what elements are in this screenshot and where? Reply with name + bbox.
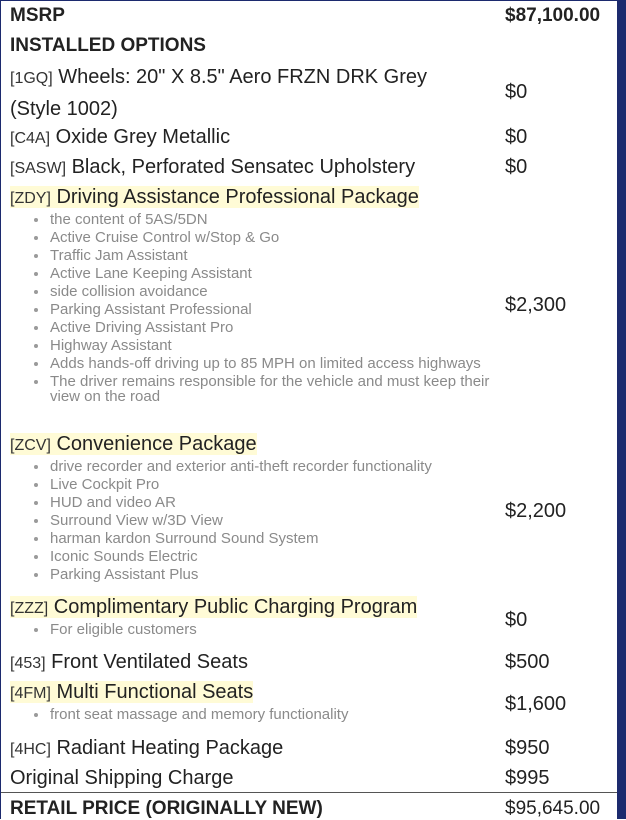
option-highlight — [10, 186, 419, 208]
list-item: harman kardon Surround Sound System — [32, 531, 502, 546]
option-price: $2,200 — [505, 500, 567, 522]
total-divider — [1, 792, 618, 793]
option-name: Black, Perforated Sensatec Upholstery — [71, 156, 416, 178]
option-code: [453] — [10, 655, 46, 672]
option-price: $2,300 — [505, 294, 567, 316]
option-row — [10, 152, 610, 182]
option-code: [4FM] — [10, 685, 51, 702]
option-highlight — [10, 433, 257, 455]
option-code: [ZDY] — [10, 190, 51, 207]
option-label — [10, 122, 230, 154]
option-label — [10, 647, 248, 679]
sticker-side-bar — [617, 0, 626, 819]
list-item: Traffic Jam Assistant — [32, 248, 502, 263]
list-item: Live Cockpit Pro — [32, 477, 502, 492]
option-label — [10, 429, 257, 461]
option-label — [10, 677, 253, 709]
installed-options-heading: INSTALLED OPTIONS — [10, 35, 206, 56]
option-name: Driving Assistance Professional Package — [56, 186, 419, 208]
option-name: Multi Functional Seats — [56, 681, 254, 703]
list-item: Adds hands-off driving up to 85 MPH on limited access highways — [32, 356, 502, 371]
option-price: $950 — [505, 737, 550, 759]
list-item: Surround View w/3D View — [32, 513, 502, 528]
option-code: [ZCV] — [10, 437, 51, 454]
msrp-label: MSRP — [10, 5, 65, 26]
retail-price-row — [10, 798, 610, 820]
package-details-list — [32, 459, 502, 585]
option-name: Oxide Grey Metallic — [55, 126, 231, 148]
option-name: Front Ventilated Seats — [51, 651, 248, 673]
retail-price-label: RETAIL PRICE (ORIGINALLY NEW) — [10, 798, 323, 819]
option-price: $0 — [505, 81, 528, 103]
option-package-row — [10, 677, 610, 733]
retail-price-value: $95,645.00 — [505, 798, 601, 819]
option-highlight — [10, 681, 253, 703]
option-code: [1GQ] — [10, 70, 53, 87]
option-name: Convenience Package — [56, 433, 257, 455]
option-package-row — [10, 182, 610, 427]
option-name-continued: (Style 1002) — [10, 98, 118, 120]
package-details-list — [32, 622, 502, 640]
option-package-row — [10, 592, 610, 647]
option-label — [10, 182, 419, 214]
list-item: For eligible customers — [32, 622, 502, 637]
option-highlight — [10, 596, 417, 618]
option-price: $0 — [505, 609, 528, 631]
option-code: [SASW] — [10, 160, 67, 177]
option-row — [10, 122, 610, 152]
list-item: Active Cruise Control w/Stop & Go — [32, 230, 502, 245]
option-name: Complimentary Public Charging Program — [53, 596, 418, 618]
list-item: side collision avoidance — [32, 284, 502, 299]
option-name: Wheels: 20" X 8.5" Aero FRZN DRK Grey — [58, 66, 428, 88]
option-row — [10, 647, 610, 677]
option-label — [10, 62, 427, 124]
option-label — [10, 733, 283, 765]
list-item: front seat massage and memory functionality — [32, 707, 502, 722]
option-row — [10, 733, 610, 763]
list-item: Parking Assistant Plus — [32, 567, 502, 582]
list-item: drive recorder and exterior anti-theft recorder functionality — [32, 459, 502, 474]
msrp-row — [10, 5, 610, 31]
option-price: $1,600 — [505, 693, 567, 715]
option-price: $0 — [505, 126, 528, 148]
option-row — [10, 62, 610, 122]
list-item: Active Driving Assistant Pro — [32, 320, 502, 335]
package-details-list — [32, 707, 502, 725]
option-code: [4HC] — [10, 741, 51, 758]
option-price: $500 — [505, 651, 550, 673]
package-details-list — [32, 212, 502, 407]
list-item: Highway Assistant — [32, 338, 502, 353]
option-code: [ZZZ] — [10, 600, 49, 617]
list-item: Iconic Sounds Electric — [32, 549, 502, 564]
installed-options-heading-row — [10, 35, 610, 61]
msrp-price: $87,100.00 — [505, 5, 601, 26]
option-price: $0 — [505, 156, 528, 178]
option-label — [10, 152, 415, 184]
option-name: Radiant Heating Package — [56, 737, 284, 759]
list-item: HUD and video AR — [32, 495, 502, 510]
option-label — [10, 592, 417, 624]
list-item: Active Lane Keeping Assistant — [32, 266, 502, 281]
list-item: The driver remains responsible for the vehicle and must keep their view on the road — [32, 374, 502, 404]
list-item: Parking Assistant Professional — [32, 302, 502, 317]
shipping-row — [10, 763, 610, 793]
shipping-price: $995 — [505, 767, 550, 789]
list-item: the content of 5AS/5DN — [32, 212, 502, 227]
shipping-label: Original Shipping Charge — [10, 767, 234, 789]
option-package-row — [10, 429, 610, 589]
option-code: [C4A] — [10, 130, 51, 147]
